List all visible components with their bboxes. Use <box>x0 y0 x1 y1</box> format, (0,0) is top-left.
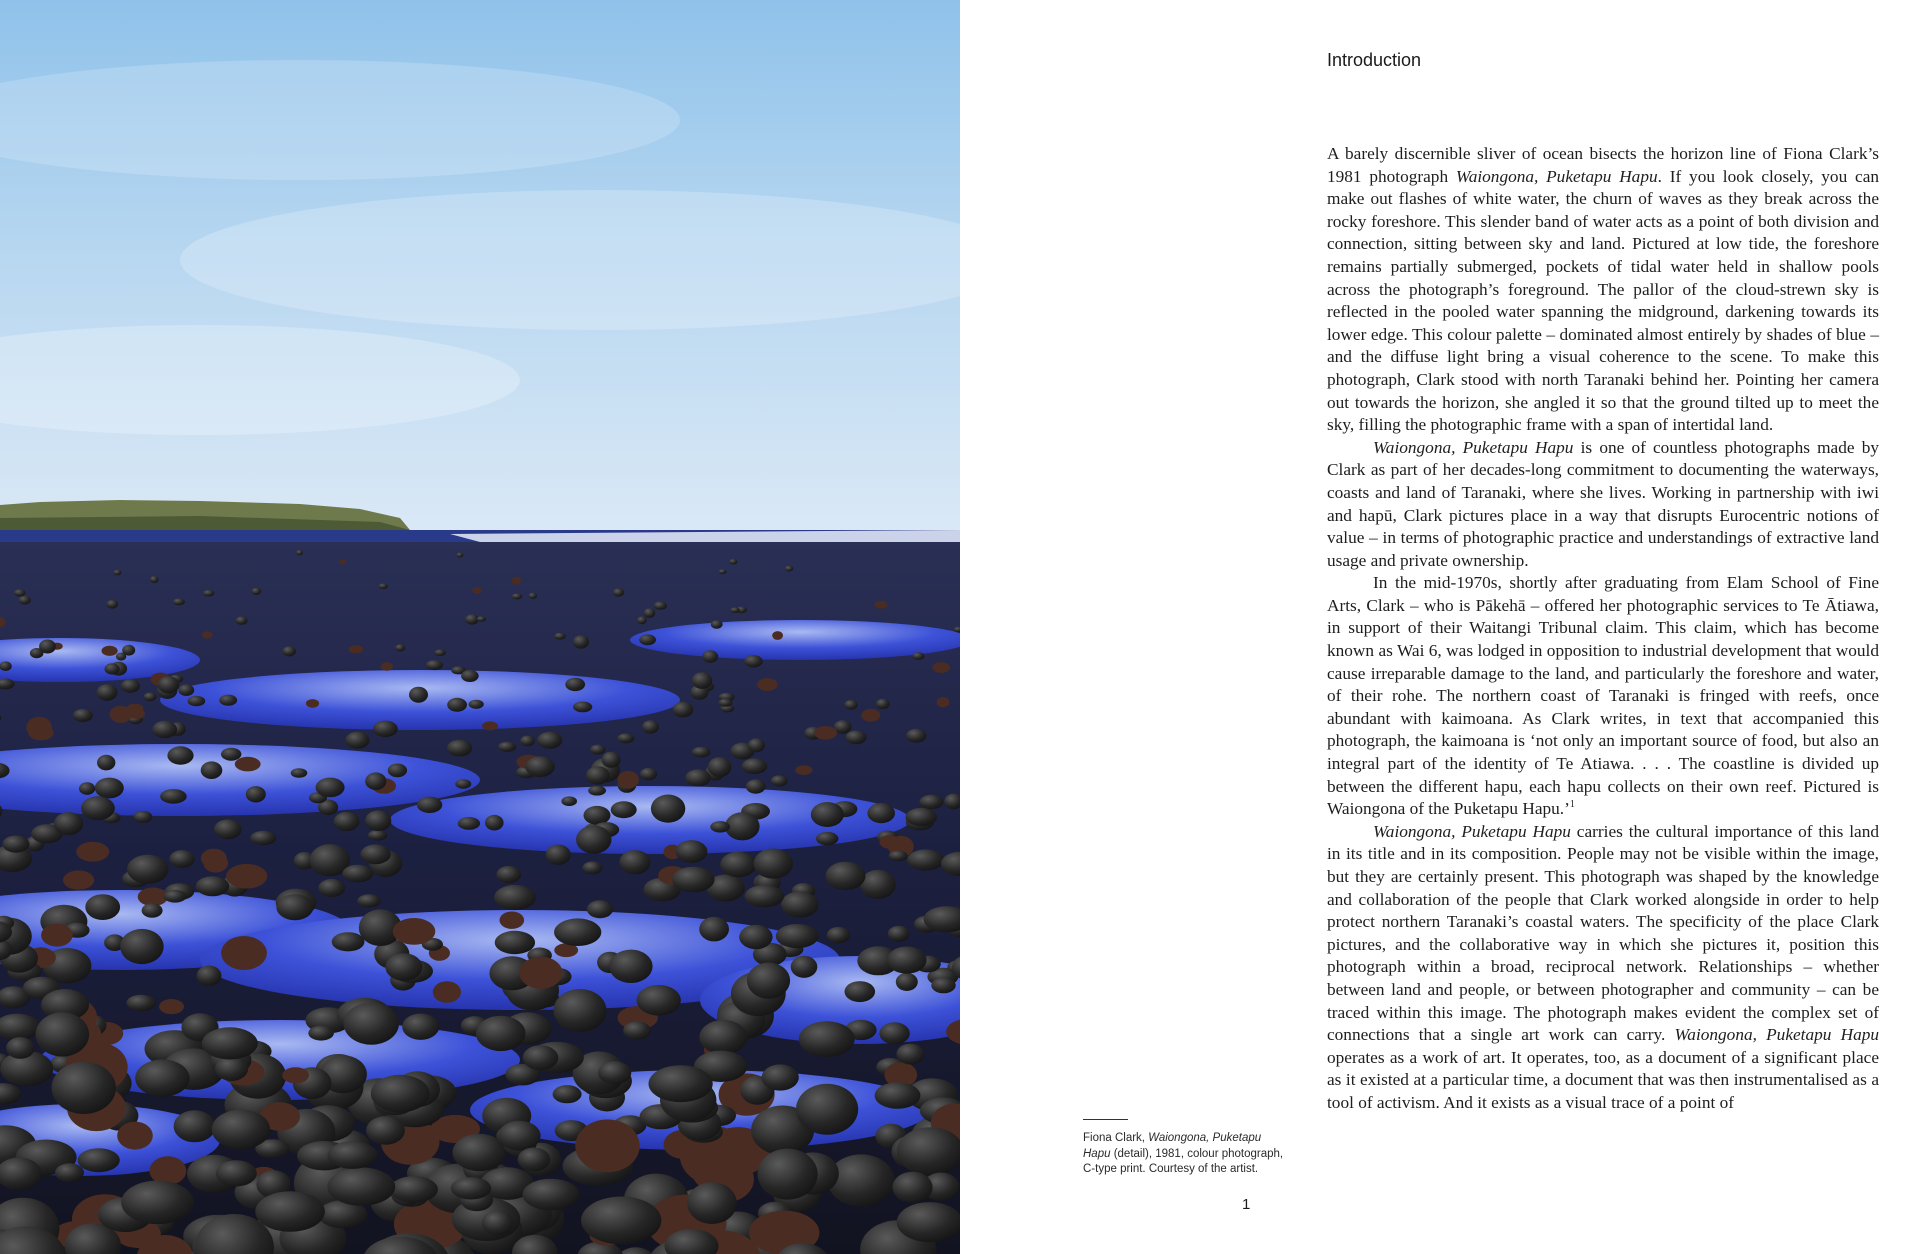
rock <box>79 782 95 795</box>
rock <box>511 577 521 585</box>
rock <box>573 635 589 648</box>
rock <box>791 956 818 978</box>
rock <box>334 812 360 831</box>
rock <box>328 1141 378 1169</box>
rock <box>598 1061 631 1084</box>
rock <box>51 1062 115 1114</box>
rock <box>912 652 924 660</box>
text-run: is one of countless photographs made by Clark as part of her decades-long commitment to documenting the waterways, coasts and land of Taranaki, where she lives. Working in partnership with iwi and hapū, Clark pictures place in a way that disrupts Eurocentric notions of value – in terms of photographic practice and understandings of extractive land usage and private ownership. <box>1327 437 1879 570</box>
rock <box>619 850 650 874</box>
rock <box>250 831 276 845</box>
rock <box>235 757 261 772</box>
rock <box>586 766 610 784</box>
rock <box>63 870 94 889</box>
rock <box>169 850 194 868</box>
rock <box>226 864 267 889</box>
rock <box>879 835 899 849</box>
rock <box>748 738 765 752</box>
rock <box>494 885 536 910</box>
rock <box>814 726 837 740</box>
rock <box>888 926 910 942</box>
rock <box>212 1110 270 1150</box>
rock <box>772 631 783 640</box>
rock <box>458 817 480 830</box>
rock <box>395 644 405 651</box>
rock <box>28 725 53 740</box>
rock <box>102 646 118 656</box>
footnote-ref: 1 <box>1569 799 1575 811</box>
caption-rule <box>1083 1119 1128 1120</box>
rock <box>339 559 347 564</box>
rock <box>919 795 943 809</box>
rock <box>393 918 436 945</box>
rock <box>708 757 732 777</box>
rock <box>246 786 266 802</box>
page-number: 1 <box>1242 1196 1251 1213</box>
rock <box>654 602 667 610</box>
rock <box>388 764 407 778</box>
rock <box>197 966 222 986</box>
rock <box>554 918 601 946</box>
rock <box>121 1181 194 1225</box>
rock <box>757 678 778 691</box>
rock <box>95 778 124 799</box>
italic-title: Waiongona, Puketapu Hapu <box>1373 437 1574 457</box>
rock <box>251 588 261 595</box>
rock <box>720 852 756 877</box>
rock <box>81 796 115 820</box>
rock <box>482 721 498 730</box>
rock <box>216 1160 257 1186</box>
italic-title: Waiongona, Puketapu Hapu <box>1373 821 1571 841</box>
rock <box>639 634 656 645</box>
rock <box>495 931 535 954</box>
caption-details: (detail), 1981, colour photograph, C-type print. Courtesy of the artist. <box>1083 1147 1284 1175</box>
rock <box>308 1026 334 1041</box>
rock <box>687 1182 737 1224</box>
rock <box>673 702 694 718</box>
rock <box>575 1120 639 1173</box>
rock <box>365 772 386 790</box>
rock <box>799 1021 855 1057</box>
rock <box>0 661 12 671</box>
rock <box>159 999 184 1014</box>
rock <box>781 891 819 917</box>
rock <box>201 761 223 779</box>
body-text <box>1327 143 1879 1115</box>
rock <box>546 845 571 865</box>
rock <box>718 569 726 574</box>
rock <box>368 830 387 841</box>
italic-title: Waiongona, Puketapu Hapu <box>1455 166 1658 186</box>
rock <box>135 1059 189 1096</box>
rock <box>637 985 681 1016</box>
rock <box>402 1013 439 1039</box>
rock <box>827 927 850 943</box>
text-run: operates as a work of art. It operates, too, as a document of a significant place as it existed at a particular time, a document that was then instrumentalised as a tool of activism. And it exists as a visual trace of a point of <box>1327 1047 1879 1112</box>
rock <box>897 1202 960 1242</box>
rock <box>236 616 248 624</box>
rock <box>126 704 143 714</box>
rock <box>896 973 918 991</box>
rock <box>150 576 159 583</box>
rock <box>39 640 56 654</box>
rock <box>202 631 213 638</box>
rock <box>296 550 303 555</box>
rock <box>306 699 319 708</box>
rock <box>434 649 446 656</box>
caption-artist: Fiona Clark, <box>1083 1132 1149 1144</box>
rock <box>19 596 31 605</box>
rock <box>332 932 365 951</box>
rock <box>876 699 890 709</box>
paragraph <box>1327 821 1879 1115</box>
rock <box>649 1065 713 1102</box>
rock <box>828 1154 895 1206</box>
rock <box>811 802 844 827</box>
rock <box>113 570 121 576</box>
rock <box>725 812 760 840</box>
rock <box>754 849 793 879</box>
rock <box>785 566 793 572</box>
rock <box>729 559 737 565</box>
rock <box>409 687 428 703</box>
rock <box>776 924 819 948</box>
rock <box>342 865 373 883</box>
rock <box>692 672 712 689</box>
rock <box>537 732 562 749</box>
rock <box>771 775 788 786</box>
rock <box>745 885 784 907</box>
rock <box>702 650 718 662</box>
rock <box>318 879 345 897</box>
rock <box>214 819 242 839</box>
rock <box>379 583 388 589</box>
rock <box>518 1148 551 1172</box>
rock <box>906 729 926 743</box>
rock <box>346 732 370 749</box>
rock <box>221 748 241 761</box>
rock <box>742 758 768 774</box>
rock <box>861 709 880 722</box>
rock <box>718 699 732 707</box>
rock <box>860 870 896 899</box>
rock <box>167 746 193 764</box>
rock <box>826 862 866 890</box>
rock <box>366 1116 405 1145</box>
rock <box>618 771 639 789</box>
rock <box>554 989 607 1032</box>
rock <box>276 894 313 920</box>
rock <box>126 995 155 1012</box>
rock <box>105 663 120 674</box>
rock <box>644 608 655 618</box>
rock <box>107 600 119 609</box>
rock <box>54 812 83 835</box>
rock <box>78 1148 120 1172</box>
rock <box>373 721 398 737</box>
rock <box>97 684 118 701</box>
rock <box>498 1121 540 1151</box>
rock <box>201 849 227 868</box>
rock <box>613 588 624 596</box>
rock <box>711 620 723 629</box>
rock <box>152 721 177 738</box>
rock <box>472 587 481 594</box>
rock <box>133 811 152 823</box>
rock <box>451 1177 491 1199</box>
paragraph <box>1327 143 1879 437</box>
paragraph <box>1327 572 1879 821</box>
rock <box>739 925 772 949</box>
rock <box>174 1110 216 1142</box>
rock <box>907 849 944 870</box>
rock <box>845 981 876 1002</box>
rock <box>637 616 647 624</box>
rock <box>519 957 562 989</box>
rock <box>758 1149 818 1200</box>
rock <box>906 808 937 826</box>
rock <box>762 1064 799 1090</box>
rock <box>55 1163 84 1182</box>
page-title: Introduction <box>1327 50 1422 70</box>
rock <box>85 894 120 920</box>
rock <box>120 929 164 964</box>
rock <box>581 1197 661 1245</box>
rock <box>587 900 613 918</box>
rock <box>485 815 504 831</box>
rock <box>672 867 715 893</box>
rock <box>6 1037 35 1059</box>
rock <box>583 861 603 874</box>
rock <box>623 1021 651 1039</box>
rock <box>879 1022 909 1044</box>
rock <box>188 696 206 706</box>
rock <box>795 765 812 775</box>
rock <box>390 1176 438 1203</box>
rock <box>282 1067 309 1083</box>
rock <box>219 695 237 706</box>
rock <box>498 742 516 752</box>
rock <box>937 697 950 707</box>
tidal-pool <box>630 620 960 660</box>
rock <box>692 747 711 758</box>
paragraph <box>1327 437 1879 573</box>
rock <box>730 607 740 613</box>
rock <box>573 702 592 713</box>
rock <box>381 662 394 670</box>
rock <box>255 1191 325 1232</box>
rock <box>121 679 140 693</box>
caption-title: Waiongona, Puketapu Hapu <box>1083 1132 1262 1160</box>
rock <box>158 676 179 693</box>
rock <box>349 645 364 653</box>
text-run: In the mid-1970s, shortly after graduating from Elam School of Fine Arts, Clark – who is Pākehā – offered her photographic services to Te Ātiawa, in support of their Waitangi Tribunal claim. This claim, which has become known as Wai 6, was lodged in opposition to industrial development that would cause irreparable damage to the land, and particularly the foreshore and water, of their rohe. The northern coast of Taranaki is fringed with reefs, once abundant with kaimoana. As Clark writes, in text that accompanied this photograph, the kaimoana is ‘not only an important source of food, but also an integral part of the identity of Te Atiawa. . . . The coastline is divided up between the different hapu, each hapu collects on their own reef. Pictured is Waiongona of the Puketapu Hapu.’ <box>1327 573 1879 819</box>
rock <box>433 981 461 1003</box>
rock <box>160 789 187 804</box>
rock <box>360 844 390 864</box>
rock <box>887 947 927 974</box>
rock <box>469 700 484 709</box>
rock <box>744 655 763 667</box>
rock <box>117 1122 153 1150</box>
rock <box>221 936 267 970</box>
rock <box>36 1012 90 1056</box>
text-run: A barely discernible sliver of ocean bisects the horizon line of Fiona Clark’s 1981 photograph <box>1327 144 1879 186</box>
rock <box>584 806 611 825</box>
rock <box>651 795 685 823</box>
rock <box>142 903 163 918</box>
rock <box>892 1172 932 1203</box>
rock <box>932 662 950 673</box>
rock <box>465 614 479 624</box>
rock <box>529 593 538 599</box>
rock <box>173 598 185 605</box>
rock <box>931 978 955 994</box>
rock <box>426 660 443 670</box>
text-run: carries the cultural importance of this land in its title and in its composition. People may not be visible within the image, but they are certainly present. This photograph was shaped by the knowledge and collaboration of the people that Clark worked alongside in order to help protect northern Taranaki’s coastal waters. The specificity of the place Clark pictures, and the collaborative way in which she pictures it, position this photograph within a broad, reciprocal network. Relationships – whether between land and people, or between photographer and community – can be traced within this image. The photograph makes evident the complex set of connections that a single art work can carry. <box>1327 821 1880 1045</box>
rock <box>14 589 26 596</box>
rock <box>455 779 471 788</box>
rock <box>203 590 214 596</box>
rock <box>41 924 73 947</box>
rock <box>447 740 472 757</box>
rock <box>2 836 29 853</box>
rock <box>523 1179 580 1211</box>
text-page <box>960 0 1920 1254</box>
rock <box>602 752 621 768</box>
rock <box>327 1167 395 1205</box>
rock <box>76 842 109 862</box>
rock <box>447 698 467 712</box>
rock <box>746 779 766 793</box>
rock <box>196 876 230 896</box>
rock <box>385 953 422 981</box>
rock <box>554 633 566 640</box>
rock <box>889 851 908 862</box>
rock <box>291 768 308 777</box>
rock <box>500 912 525 929</box>
rock <box>685 769 711 786</box>
rock <box>845 731 866 745</box>
rock <box>676 840 708 863</box>
rock <box>496 866 521 883</box>
rock <box>617 733 634 743</box>
rock <box>896 1044 924 1065</box>
rock <box>477 616 486 621</box>
rock <box>476 1016 526 1051</box>
rock <box>590 745 605 755</box>
text-run: . If you look closely, you can make out flashes of white water, the churn of waves as they break across the rocky foreshore. This slender band of water acts as a point of both division and connection, sitting between sky and land. Pictured at low tide, the foreshore remains partially submerged, pockets of tidal water held in shallow pools across the photograph’s foreground. The pallor of the cloud-strewn sky is reflected in the pooled water spanning the midground, darkening towards its lower edge. This colour palette – dominated almost entirely by shades of blue – and the diffuse light bring a visual coherence to the scene. To make this photograph, Clark stood with north Taranaki behind her. Pointing her camera out towards the horizon, she angled it so that the ground tilted up to meet the sky, filling the photographic frame with a span of intertidal land. <box>1327 166 1879 435</box>
rock <box>816 832 838 845</box>
rock <box>526 756 555 777</box>
rock <box>417 797 442 813</box>
rock <box>640 768 657 780</box>
italic-title: Waiongona, Puketapu Hapu <box>1674 1025 1879 1045</box>
rock <box>588 786 606 796</box>
rock <box>178 684 194 696</box>
rock <box>576 825 611 853</box>
rock <box>565 678 585 691</box>
rock <box>344 1003 399 1045</box>
rock <box>357 894 381 907</box>
rock <box>796 1084 858 1135</box>
rock <box>609 950 652 983</box>
rock <box>371 1075 430 1113</box>
rock <box>844 700 857 710</box>
rock <box>747 963 790 999</box>
rock <box>202 1027 258 1059</box>
rock <box>116 653 126 661</box>
rock <box>482 1211 513 1236</box>
rock <box>215 1056 248 1081</box>
rock <box>365 810 391 831</box>
rock <box>456 553 463 558</box>
rock <box>611 801 637 818</box>
photo-caption <box>1083 1131 1288 1178</box>
rock <box>867 803 895 823</box>
rock <box>710 821 730 832</box>
rock <box>164 890 187 903</box>
rock <box>97 755 115 771</box>
rock <box>523 1045 559 1070</box>
rock <box>699 1020 747 1054</box>
rock <box>561 796 577 806</box>
rock <box>73 709 93 722</box>
rock <box>282 646 296 656</box>
rock <box>875 1082 921 1109</box>
rock <box>875 601 888 609</box>
rock <box>461 670 479 682</box>
rock <box>144 692 157 701</box>
rock <box>316 778 345 798</box>
rock <box>642 720 659 733</box>
rock <box>520 736 535 747</box>
rock <box>553 1085 582 1103</box>
rock <box>699 917 729 942</box>
rock <box>127 855 169 884</box>
rock <box>512 593 523 599</box>
